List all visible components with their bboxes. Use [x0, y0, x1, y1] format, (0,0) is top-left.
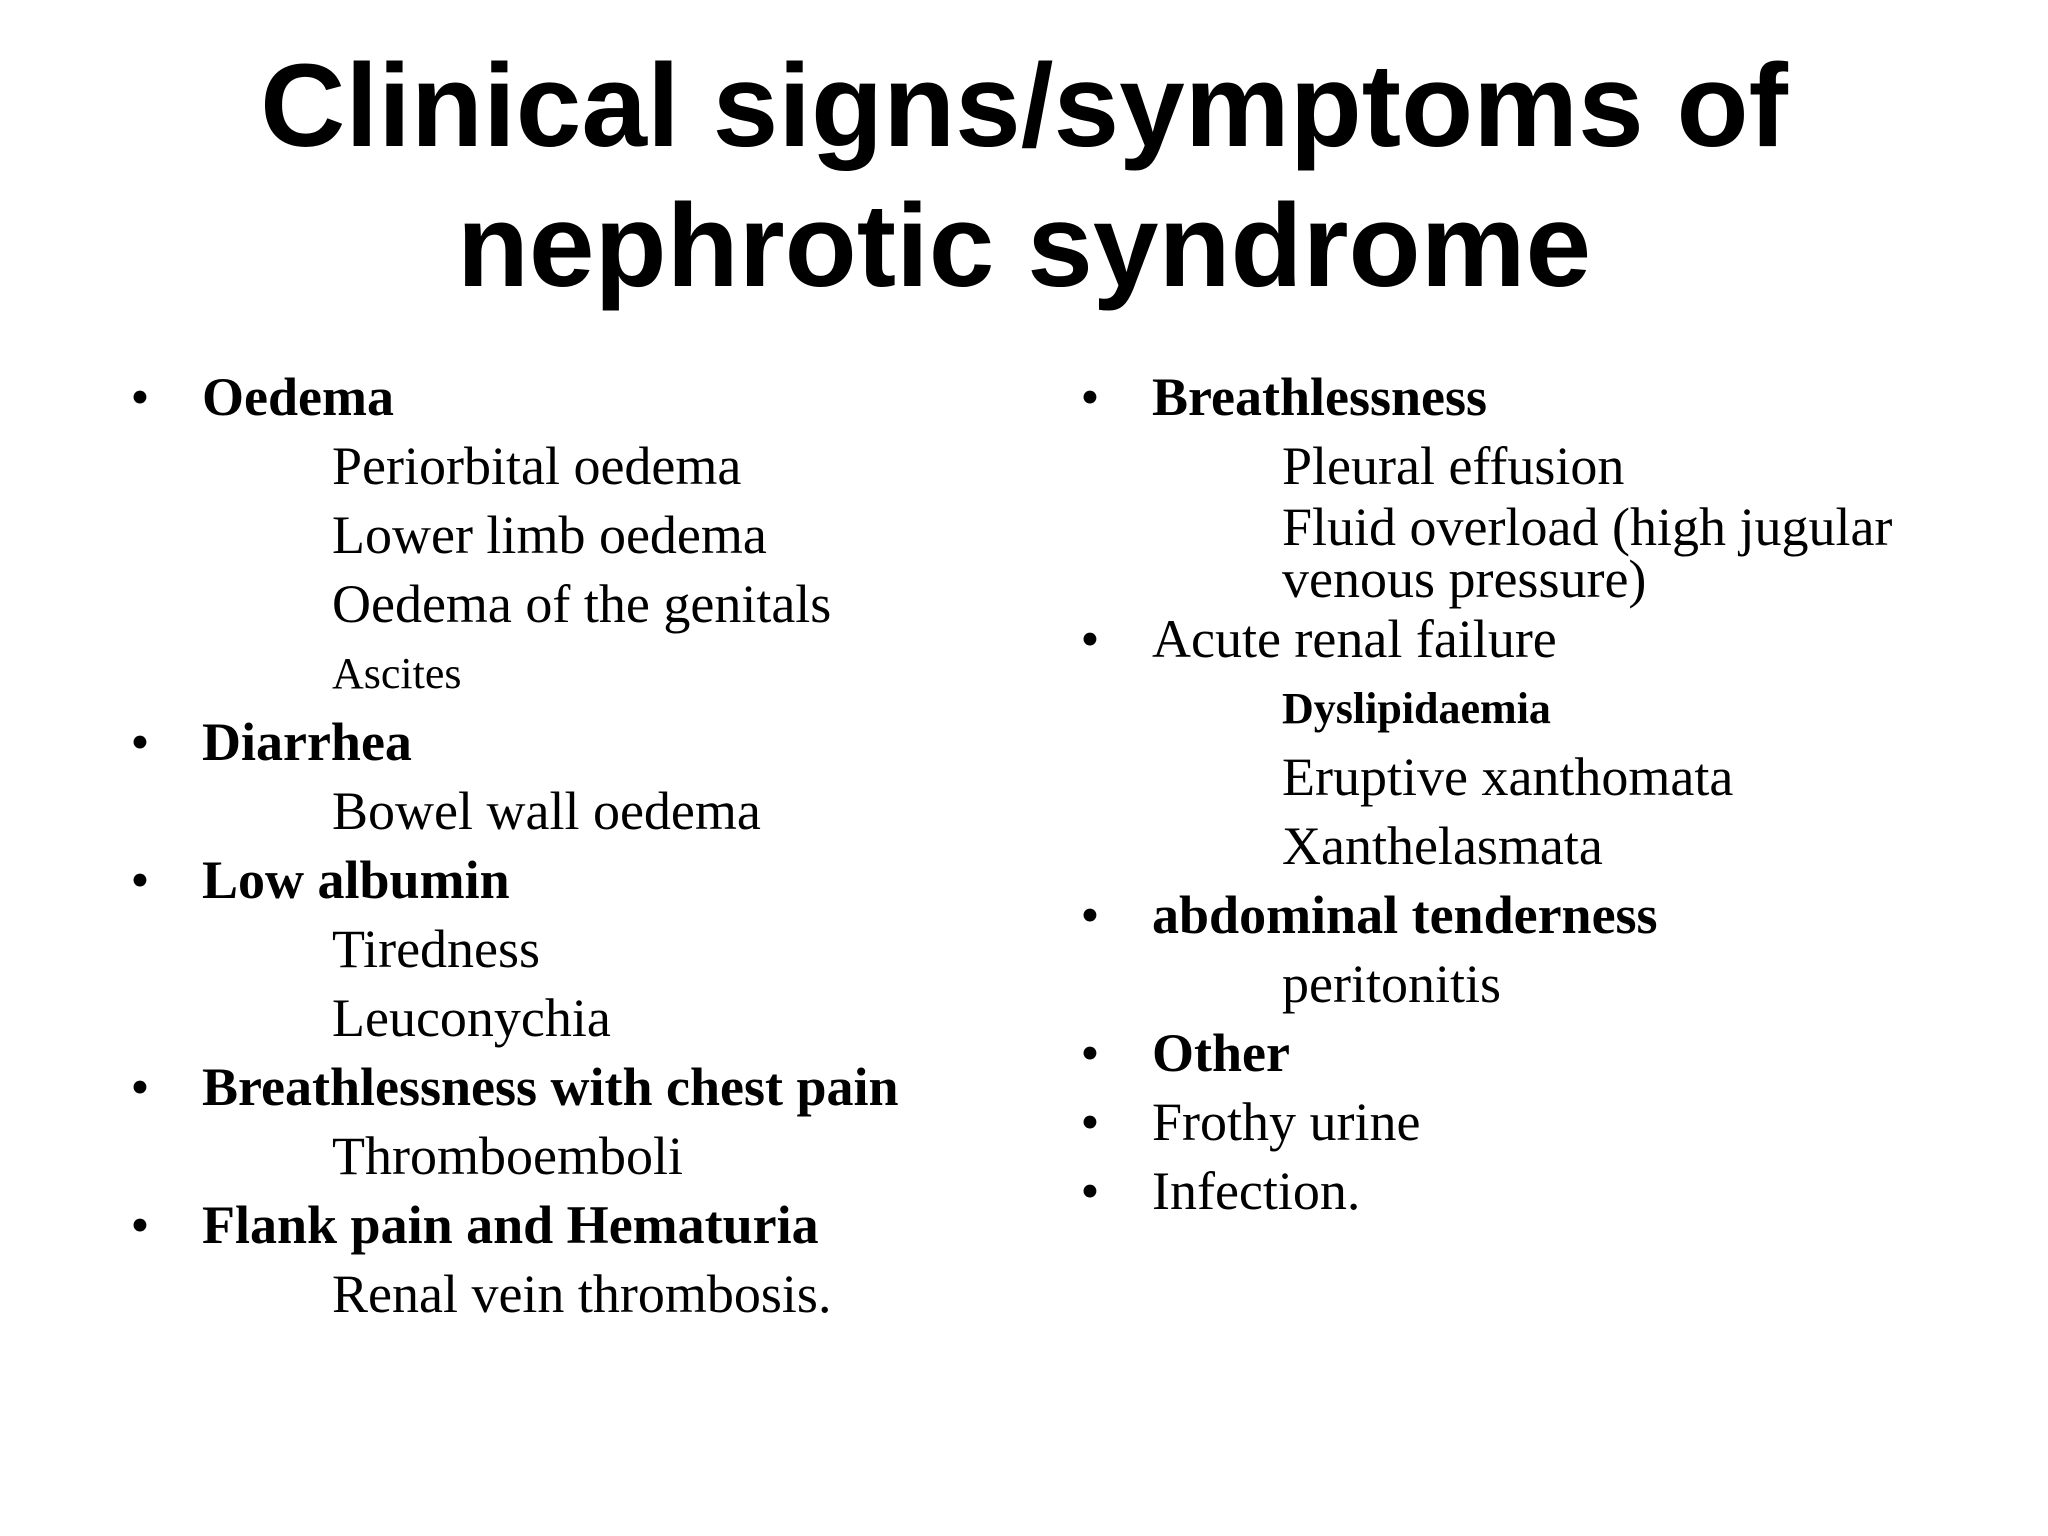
bullet-icon: •	[130, 1195, 150, 1255]
sub-fluid-overload: Fluid overload (high jugular venous pressure)	[1282, 497, 1893, 609]
list-item-low-albumin	[120, 846, 1020, 915]
sub-item	[1070, 743, 2010, 812]
item-infection: Infection.	[1152, 1161, 1361, 1221]
bullet-icon: •	[1080, 1092, 1100, 1152]
sub-pleural-effusion: Pleural effusion	[1282, 436, 1625, 496]
list-item-diarrhea	[120, 708, 1020, 777]
list-item-breathless-chest	[120, 1053, 1020, 1122]
heading-breathless-chest: Breathlessness with chest pain	[202, 1057, 899, 1117]
heading-breathlessness: Breathlessness	[1152, 367, 1488, 427]
sub-item	[1070, 674, 2010, 743]
list-item-infection	[1070, 1157, 2010, 1226]
heading-abdominal: abdominal tenderness	[1152, 885, 1658, 945]
sub-tiredness: Tiredness	[332, 919, 541, 979]
sub-item	[1070, 950, 2010, 1019]
bullet-icon: •	[1080, 885, 1100, 945]
sub-thromboemboli: Thromboemboli	[332, 1126, 683, 1186]
sub-item	[120, 1122, 1020, 1191]
bullet-icon: •	[1080, 367, 1100, 427]
heading-low-albumin: Low albumin	[202, 850, 510, 910]
bullet-icon: •	[130, 1057, 150, 1117]
bullet-icon: •	[130, 712, 150, 772]
sub-item	[120, 1260, 1020, 1329]
sub-peritonitis: peritonitis	[1282, 954, 1501, 1014]
title-line-2: nephrotic syndrome	[456, 180, 1592, 312]
bullet-icon: •	[1080, 1161, 1100, 1221]
heading-other: Other	[1152, 1023, 1290, 1083]
sub-item	[120, 570, 1020, 639]
sub-renal-vein: Renal vein thrombosis.	[332, 1264, 832, 1324]
slide-title	[0, 36, 2048, 316]
sub-dyslipidaemia: Dyslipidaemia	[1282, 684, 1551, 733]
left-column	[120, 363, 1020, 1329]
item-frothy-urine: Frothy urine	[1152, 1092, 1421, 1152]
bullet-icon: •	[130, 850, 150, 910]
sub-item	[120, 639, 1020, 708]
list-item-oedema	[120, 363, 1020, 432]
sub-bowel-wall: Bowel wall oedema	[332, 781, 761, 841]
bullet-icon: •	[130, 367, 150, 427]
sub-item	[1070, 432, 2010, 501]
sub-ascites: Ascites	[332, 649, 462, 698]
sub-lower-limb: Lower limb oedema	[332, 505, 767, 565]
heading-acute-renal: Acute renal failure	[1152, 609, 1557, 669]
bullet-icon: •	[1080, 609, 1100, 669]
sub-item	[120, 432, 1020, 501]
right-column	[1070, 363, 2010, 1226]
bullet-icon: •	[1080, 1023, 1100, 1083]
sub-eruptive: Eruptive xanthomata	[1282, 747, 1734, 807]
heading-diarrhea: Diarrhea	[202, 712, 412, 772]
heading-flank-pain: Flank pain and Hematuria	[202, 1195, 819, 1255]
list-item-abdominal	[1070, 881, 2010, 950]
sub-periorbital: Periorbital oedema	[332, 436, 742, 496]
sub-genitals: Oedema of the genitals	[332, 574, 832, 634]
sub-item	[120, 984, 1020, 1053]
list-item-flank-pain	[120, 1191, 1020, 1260]
sub-item	[120, 915, 1020, 984]
sub-item	[120, 777, 1020, 846]
sub-item	[120, 501, 1020, 570]
sub-xanthelasmata: Xanthelasmata	[1282, 816, 1603, 876]
heading-oedema: Oedema	[202, 367, 394, 427]
list-item-acute-renal	[1070, 605, 2010, 674]
list-item-frothy	[1070, 1088, 2010, 1157]
list-item-breathlessness	[1070, 363, 2010, 432]
sub-item	[1070, 497, 2010, 609]
sub-leuconychia: Leuconychia	[332, 988, 611, 1048]
title-line-1: Clinical signs/symptoms of	[260, 40, 1788, 172]
list-item-other	[1070, 1019, 2010, 1088]
sub-item	[1070, 812, 2010, 881]
